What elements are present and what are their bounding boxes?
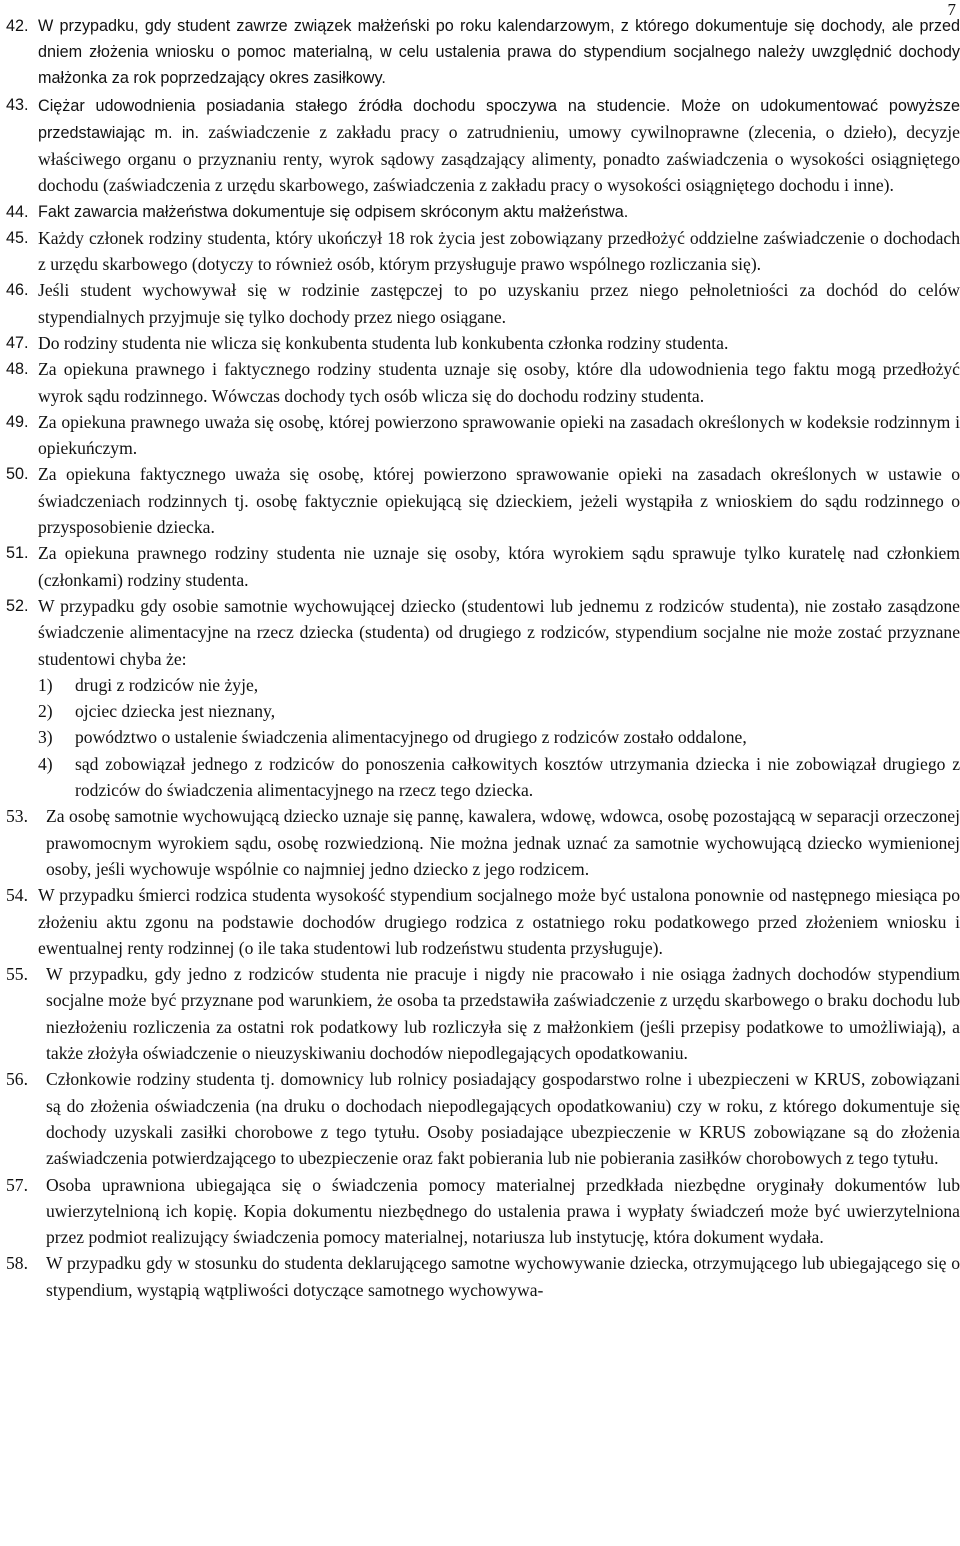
item-number: 55. bbox=[6, 964, 28, 985]
list-item-51 bbox=[6, 540, 960, 593]
item-number: 51. bbox=[6, 544, 29, 563]
list-item-53 bbox=[6, 803, 960, 882]
item-text: W przypadku gdy osobie samotnie wychowującej dziecko (studentowi lub jednemu z rodziców studenta), nie zostało zasądzone świadczenie alimentacyjne na rzecz dziecka (studenta) od drugiego z rodziców, stypendium socjalne nie może zostać przyznane studentowi chyba że: bbox=[38, 595, 960, 669]
list-item-58 bbox=[6, 1250, 960, 1303]
item-number: 46. bbox=[6, 281, 29, 300]
item-text: Za opiekuna prawnego rodziny studenta nie uznaje się osoby, która wyrokiem sądu sprawuje tylko kuratelę nad członkiem (członkami) rodziny studenta. bbox=[38, 543, 960, 590]
item-text: Za opiekuna prawnego i faktycznego rodziny studenta uznaje się osoby, które dla udowodnienia tego faktu mogą przedłożyć wyrok sądu rodzinnego. Wówczas dochody tych osób wlicza się do dochodu rodziny studenta. bbox=[38, 359, 960, 406]
list-item-45 bbox=[6, 225, 960, 278]
sub-item-text: powództwo o ustalenie świadczenia alimentacyjnego od drugiego z rodziców zostało oddalone, bbox=[75, 727, 747, 748]
item-text: Za osobę samotnie wychowującą dziecko uznaje się pannę, kawalera, wdowę, wdowca, osobę pozostającą w separacji orzeczonej prawomocnym wyrokiem sądu, osobę rozwiedzioną. Nie można jednak uznać za samotnie wychowującą dziecko wymienionej osoby, jeśli wychowuje wspólnie co najmniej jedno dziecko z jego rodzicem. bbox=[46, 806, 960, 879]
sub-item-4 bbox=[6, 751, 960, 804]
item-number: 56. bbox=[6, 1069, 28, 1090]
sub-item-number: 1) bbox=[38, 674, 53, 695]
sub-item-number: 3) bbox=[38, 727, 53, 748]
list-item-55 bbox=[6, 961, 960, 1066]
list-item-52 bbox=[6, 593, 960, 672]
page-number: 7 bbox=[947, 0, 956, 19]
item-number: 45. bbox=[6, 228, 29, 247]
item-number: 42. bbox=[6, 17, 29, 35]
document-body bbox=[6, 13, 960, 1303]
list-item-54 bbox=[6, 882, 960, 961]
item-number: 43. bbox=[6, 95, 29, 114]
sub-item-text: sąd zobowiązał jednego z rodziców do ponoszenia całkowitych kosztów utrzymania dziecka i nie zobowiązał drugiego z rodziców do świadczenia alimentacyjnego na rzecz tego dziecka. bbox=[75, 753, 960, 801]
sub-item-2 bbox=[6, 698, 960, 724]
item-text: Jeśli student wychowywał się w rodzinie zastępczej to po uzyskaniu przez niego pełnoletniości za dochód do celów stypendialnych przyjmuje się tylko dochody przez niego osiągane. bbox=[38, 280, 960, 327]
list-item-46 bbox=[6, 277, 960, 330]
item-number: 53. bbox=[6, 806, 28, 827]
list-item-48 bbox=[6, 356, 960, 409]
sub-item-3 bbox=[6, 724, 960, 750]
item-text-serif: zaświadczenie z zakładu pracy o zatrudnieniu, umowy cywilnoprawne (zlecenia, o dzieło), decyzje właściwego organu o przyznaniu renty, wyrok sądowy zasądzający alimenty, ponadto zaświadczenia o wysokości osiągniętego dochodu (zaświadczenia z urzędu skarbowego, zaświadczenia z zakładu pracy o wysokości osiągniętego dochodu i inne). bbox=[38, 121, 960, 196]
item-text: W przypadku, gdy jedno z rodziców studenta nie pracuje i nigdy nie pracowało i nie osiąga żadnych dochodów stypendium socjalne może być przyznane pod warunkiem, że osoba ta przedstawiła zaświadczenie z urzędu skarbowego o braku dochodu lub niezłożeniu rozliczenia za ostatni rok podatkowy lub rozliczyła się z małżonkiem (jeśli przepisy podatkowe to umożliwiają), a także złożyła oświadczenie o nieuzyskiwaniu dochodów niepodlegających opodatkowaniu. bbox=[46, 964, 960, 1064]
list-item-43 bbox=[6, 92, 960, 199]
list-item-42 bbox=[6, 13, 960, 92]
sub-item-1 bbox=[6, 672, 960, 698]
item-number: 49. bbox=[6, 412, 29, 431]
list-item-47 bbox=[6, 330, 960, 356]
item-text: Osoba uprawniona ubiegająca się o świadczenia pomocy materialnej przedkłada niezbędne oryginały dokumentów lub uwierzytelnioną ich kopię. Kopia dokumentu niezbędnego do ustalenia prawa i wypłaty świadczeń może być uwierzytelniona przez podmiot realizujący świadczenia pomocy materialnej, notariusza lub instytucję, która dokument wydała. bbox=[46, 1174, 960, 1248]
sub-item-text: ojciec dziecka jest nieznany, bbox=[75, 701, 276, 722]
item-text: Członkowie rodziny studenta tj. domownicy lub rolnicy posiadający gospodarstwo rolne i ubezpieczeni w KRUS, zobowiązani są do złożenia oświadczenia (na druku o dochodach niepodlegających opodatkowaniu) czy w roku, z którego dokumentuje się dochody uzyskali zasiłki chorobowe z tego tytułu. Osoby posiadające ubezpieczenie w KRUS zobowiązane są do złożenia zaświadczenia potwierdzającego to ubezpieczenie oraz fakt pobierania lub nie pobierania zasiłków chorobowych z tego tytułu. bbox=[46, 1069, 960, 1169]
item-text: Do rodziny studenta nie wlicza się konkubenta studenta lub konkubenta członka rodziny studenta. bbox=[38, 333, 729, 353]
item-text: W przypadku śmierci rodzica studenta wysokość stypendium socjalnego może być ustalona ponownie od następnego miesiąca po złożeniu aktu zgonu na podstawie dochodów drugiego rodzica z ostatniego roku podatkowego przed złożeniem wniosku i ewentualnej renty rodzinnej (o ile taka studentowi lub rodzeństwu studenta przysługuje). bbox=[38, 885, 960, 958]
item-number: 47. bbox=[6, 334, 29, 352]
item-text: Każdy członek rodziny studenta, który ukończył 18 rok życia jest zobowiązany przedłożyć oddzielne zaświadczenie o dochodach z urzędu skarbowego (dotyczy to również osób, którym przysługuje prawo wspólnego rozliczania się). bbox=[38, 227, 960, 275]
item-number: 52. bbox=[6, 596, 29, 615]
list-item-50 bbox=[6, 461, 960, 540]
list-item-49 bbox=[6, 409, 960, 462]
list-item-44 bbox=[6, 199, 960, 225]
sub-item-text: drugi z rodziców nie żyje, bbox=[75, 674, 259, 695]
list-item-56 bbox=[6, 1066, 960, 1171]
item-text-sans: Ciężar udowodnienia posiadania stałego źródła dochodu spoczywa na studencie. Może on udokumentować powyższe przedstawiając m. in. bbox=[38, 96, 960, 142]
sub-item-number: 4) bbox=[38, 753, 53, 774]
item-number: 57. bbox=[6, 1174, 28, 1195]
item-number: 50. bbox=[6, 465, 29, 484]
item-text: Za opiekuna prawnego uważa się osobę, której powierzono sprawowanie opieki na zasadach określonych w kodeksie rodzinnym i opiekuńczym. bbox=[38, 411, 960, 459]
sub-item-number: 2) bbox=[38, 701, 53, 722]
item-text: W przypadku gdy w stosunku do studenta deklarującego samotne wychowywanie dziecka, otrzymującego lub ubiegającego się o stypendium, wystąpią wątpliwości dotyczące samotnego wychowywa- bbox=[46, 1253, 960, 1300]
item-number: 58. bbox=[6, 1253, 28, 1274]
item-text: Za opiekuna faktycznego uważa się osobę, której powierzono sprawowanie opieki na zasadach określonych w ustawie o świadczeniach rodzinnych tj. osobę faktycznie opiekującą się dzieckiem, jeżeli wystąpiła z wnioskiem do sądu rodzinnego o przysposobienie dziecka. bbox=[38, 464, 960, 538]
item-text: W przypadku, gdy student zawrze związek małżeński po roku kalendarzowym, z którego dokumentuje się dochody, ale przed dniem złożenia wniosku o pomoc materialną, w celu ustalenia prawa do stypendium socjalnego należy uwzględnić dochody małżonka za rok poprzedzający okres zasiłkowy. bbox=[38, 17, 960, 88]
item-text: Fakt zawarcia małżeństwa dokumentuje się odpisem skróconym aktu małżeństwa. bbox=[38, 202, 629, 221]
item-number: 48. bbox=[6, 360, 29, 379]
item-number: 44. bbox=[6, 202, 29, 221]
item-number: 54. bbox=[6, 885, 28, 906]
list-item-57 bbox=[6, 1172, 960, 1251]
